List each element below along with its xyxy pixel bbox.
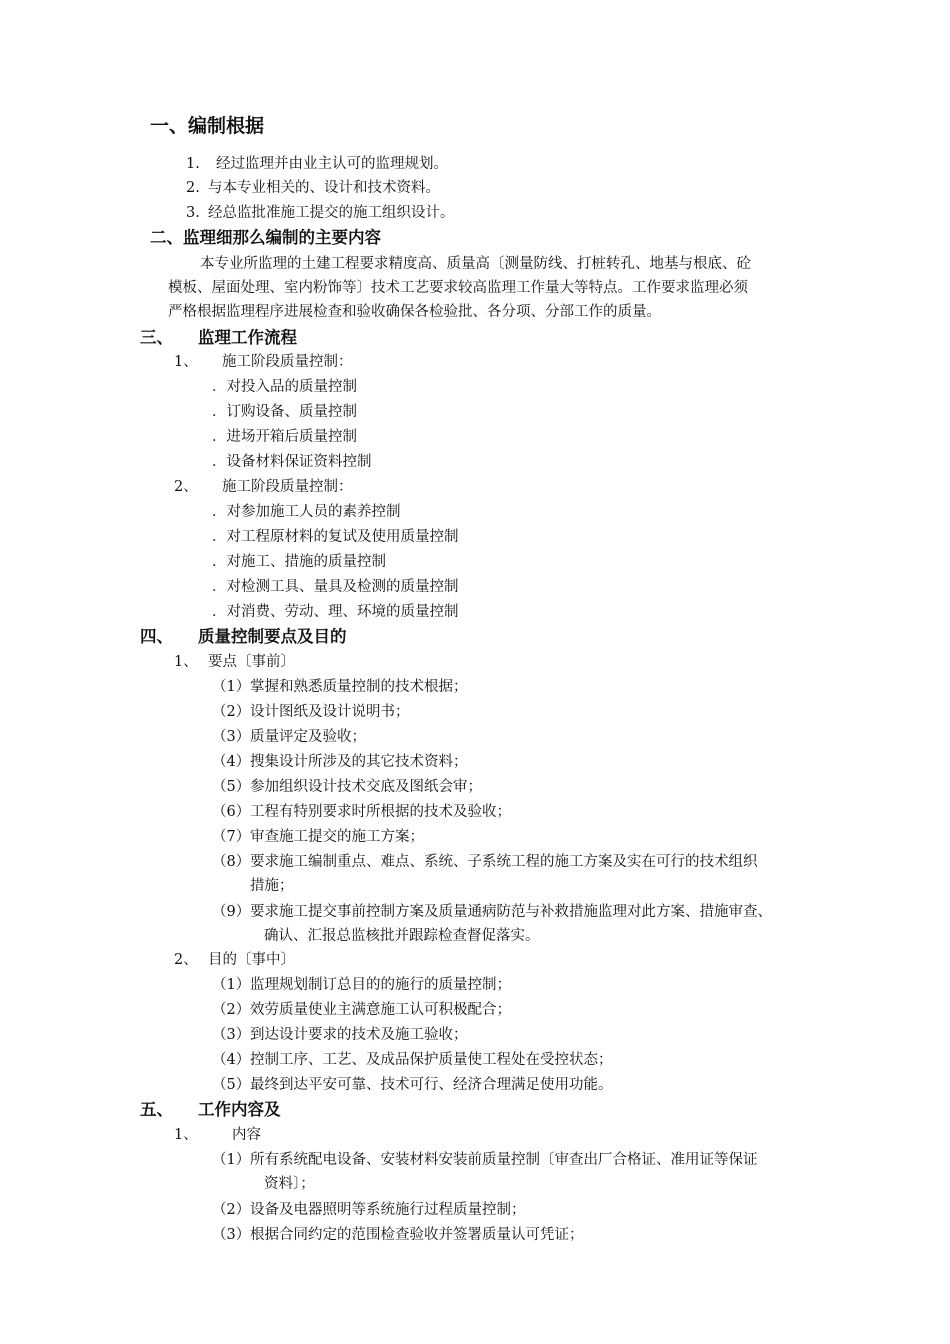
subsection-number: 1、	[174, 1127, 198, 1143]
list-text: 到达设计要求的技术及施工验收；	[250, 1027, 468, 1043]
list-text: 参加组织设计技术交底及图纸会审；	[250, 779, 482, 795]
list-number: （6）	[212, 804, 251, 820]
subsection-title: 施工阶段质量控制：	[222, 354, 353, 370]
list-number: （4）	[212, 1052, 251, 1068]
list-text: 效劳质量使业主满意施工认可积极配合；	[250, 1002, 511, 1018]
section-number: 五、	[140, 1100, 173, 1119]
list-item	[212, 752, 468, 772]
list-number: （7）	[212, 829, 251, 845]
list-item	[212, 1075, 613, 1095]
list-item	[186, 178, 440, 198]
list-text: 控制工序、工艺、及成品保护质量使工程处在受控状态；	[250, 1052, 613, 1068]
list-number: （1）	[212, 1152, 251, 1168]
list-number: （9）	[212, 904, 251, 920]
list-item	[212, 1150, 758, 1170]
bullet-item: ．对参加施工人员的素养控制	[212, 504, 401, 520]
subsection-number: 2、	[174, 479, 198, 495]
list-item-continuation: 措施；	[250, 878, 294, 894]
list-item	[212, 677, 468, 697]
list-text: 要求施工编制重点、难点、系统、子系统工程的施工方案及实在可行的技术组织	[250, 854, 758, 870]
bullet-item: ．对消费、劳动、理、环境的质量控制	[212, 604, 459, 620]
list-item	[212, 727, 366, 747]
list-item	[212, 1025, 468, 1045]
list-number: 1.	[186, 156, 200, 172]
list-item	[212, 802, 511, 822]
subsection-heading	[174, 477, 353, 497]
subsection-number: 1、	[174, 654, 198, 670]
section-1-heading: 一、编制根据	[150, 115, 265, 137]
bullet-item: ．对检测工具、量具及检测的质量控制	[212, 579, 459, 595]
list-item	[186, 154, 448, 174]
list-number: 2.	[186, 180, 200, 196]
list-number: （2）	[212, 704, 251, 720]
subsection-title: 目的〔事中〕	[208, 952, 295, 968]
list-item	[212, 1200, 526, 1220]
subsection-number: 1、	[174, 354, 198, 370]
section-title: 质量控制要点及目的	[198, 627, 347, 646]
list-text: 设备及电器照明等系统施行过程质量控制；	[250, 1202, 526, 1218]
subsection-title: 施工阶段质量控制：	[222, 479, 353, 495]
list-text: 最终到达平安可靠、技术可行、经济合理满足使用功能。	[250, 1077, 613, 1093]
subsection-title: 要点〔事前〕	[208, 654, 295, 670]
list-item	[212, 852, 758, 872]
list-text: 根据合同约定的范围检查验收并签署质量认可凭证；	[250, 1227, 584, 1243]
list-text: 搜集设计所涉及的其它技术资料；	[250, 754, 468, 770]
list-item	[212, 1050, 613, 1070]
bullet-item: ．对投入品的质量控制	[212, 379, 357, 395]
bullet-item: ．对施工、措施的质量控制	[212, 554, 386, 570]
list-number: （8）	[212, 854, 251, 870]
section-3-heading	[140, 327, 297, 349]
section-number: 三、	[140, 328, 173, 347]
list-number: （3）	[212, 1227, 251, 1243]
bullet-item: ．设备材料保证资料控制	[212, 454, 372, 470]
subsection-heading	[174, 352, 353, 372]
bullet-item: ．对工程原材料的复试及使用质量控制	[212, 529, 459, 545]
list-number: （2）	[212, 1202, 251, 1218]
subsection-heading	[174, 652, 295, 672]
list-number: （5）	[212, 779, 251, 795]
list-text: 设计图纸及设计说明书；	[250, 704, 410, 720]
list-item	[212, 1225, 584, 1245]
list-text: 质量评定及验收；	[250, 729, 366, 745]
subsection-heading	[174, 950, 295, 970]
section-number: 四、	[140, 627, 173, 646]
paragraph-line: 严格根据监理程序进展检查和验收确保各检验批、各分项、分部工作的质量。	[168, 304, 661, 320]
list-number: （4）	[212, 754, 251, 770]
list-number: （1）	[212, 977, 251, 993]
list-item	[212, 702, 410, 722]
list-text: 与本专业相关的、设计和技术资料。	[208, 180, 440, 196]
list-text: 审查施工提交的施工方案；	[250, 829, 424, 845]
paragraph-line: 模板、屋面处理、室内粉饰等〕技术工艺要求较高监理工作量大等特点。工作要求监理必须	[168, 280, 748, 296]
list-text: 工程有特别要求时所根据的技术及验收；	[250, 804, 511, 820]
bullet-item: ．订购设备、质量控制	[212, 404, 357, 420]
list-item	[212, 777, 482, 797]
list-item	[212, 975, 511, 995]
list-item	[212, 902, 772, 922]
list-text: 要求施工提交事前控制方案及质量通病防范与补救措施监理对此方案、措施审查、	[250, 904, 772, 920]
list-number: （1）	[212, 679, 251, 695]
paragraph-line: 本专业所监理的土建工程要求精度高、质量高〔测量防线、打桩转孔、地基与根底、砼	[200, 256, 751, 272]
list-number: （5）	[212, 1077, 251, 1093]
list-number: （3）	[212, 729, 251, 745]
section-4-heading	[140, 626, 347, 648]
list-item	[212, 827, 424, 847]
list-text: 所有系统配电设备、安装材料安装前质量控制〔审查出厂合格证、准用证等保证	[250, 1152, 758, 1168]
bullet-item: ．进场开箱后质量控制	[212, 429, 357, 445]
list-number: （2）	[212, 1002, 251, 1018]
list-item	[186, 203, 455, 223]
list-item	[212, 1000, 511, 1020]
subsection-number: 2、	[174, 952, 198, 968]
list-number: （3）	[212, 1027, 251, 1043]
list-number: 3.	[186, 205, 200, 221]
section-title: 监理工作流程	[198, 328, 297, 347]
section-5-heading	[140, 1099, 281, 1121]
list-item-continuation: 确认、汇报总监核批并跟踪检查督促落实。	[264, 928, 540, 944]
subsection-title: 内容	[232, 1127, 261, 1143]
list-item-continuation: 资料〕；	[264, 1176, 315, 1192]
section-title: 工作内容及	[198, 1100, 281, 1119]
list-text: 监理规划制订总目的的施行的质量控制；	[250, 977, 511, 993]
list-text: 经总监批准施工提交的施工组织设计。	[208, 205, 455, 221]
list-text: 掌握和熟悉质量控制的技术根据；	[250, 679, 468, 695]
list-text: 经过监理并由业主认可的监理规划。	[216, 156, 448, 172]
section-2-heading: 二、监理细那么编制的主要内容	[150, 228, 381, 247]
subsection-heading	[174, 1125, 261, 1145]
